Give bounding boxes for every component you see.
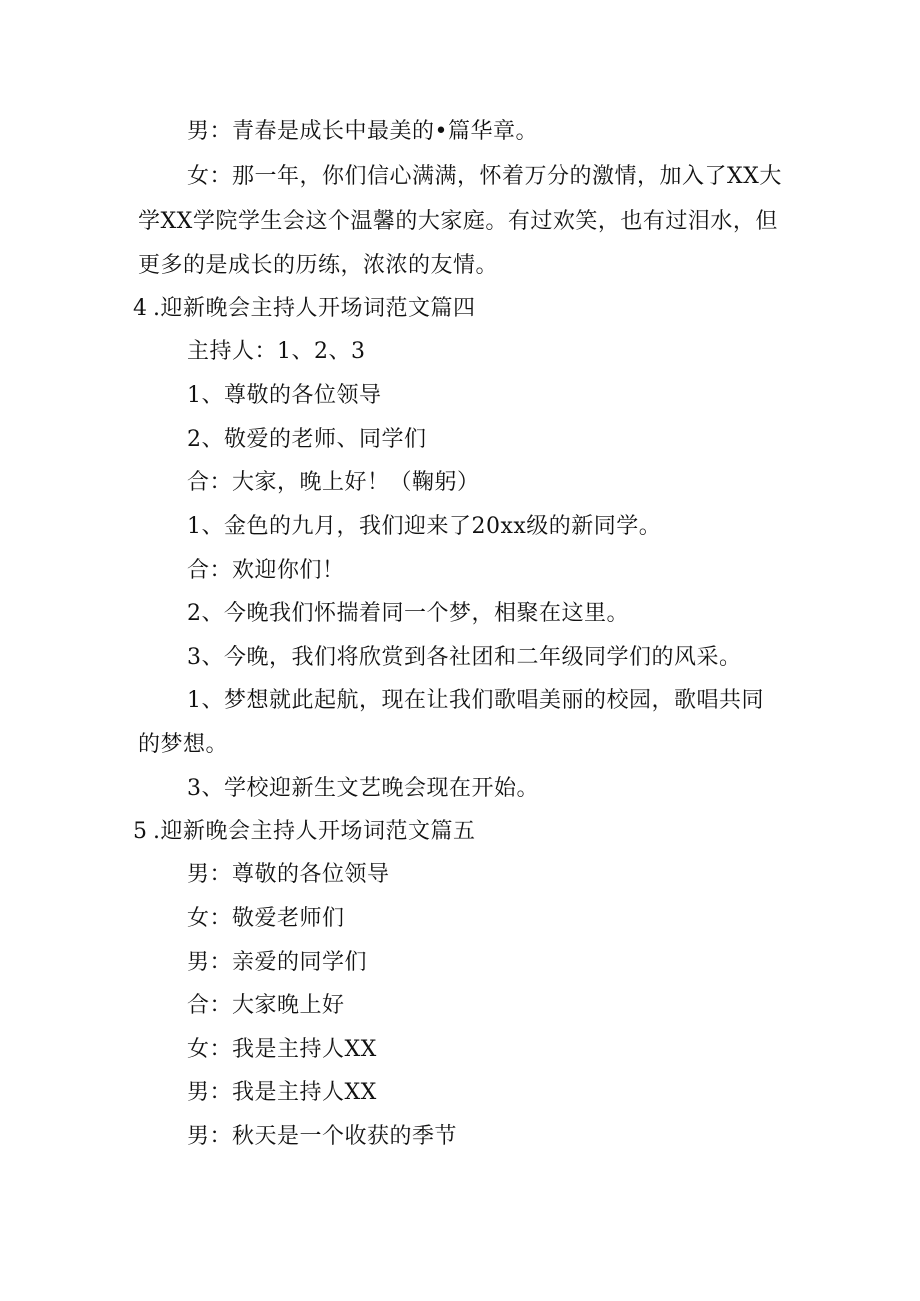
paragraph-line: 的梦想。: [138, 732, 229, 757]
paragraph-line: 合：大家，晚上好！（鞠躬）: [187, 470, 480, 495]
paragraph-line: 男：尊敬的各位领导: [187, 862, 390, 887]
paragraph-line: 3、学校迎新生文艺晚会现在开始。: [187, 776, 539, 801]
paragraph-line: 2、敬爱的老师、同学们: [187, 427, 427, 452]
paragraph-line: 男：青春是成长中最美的•篇华章。: [187, 119, 538, 144]
section-title: .迎新晚会主持人开场词范文篇四: [153, 296, 476, 321]
paragraph-line: 合：大家晚上好: [187, 993, 345, 1018]
paragraph-line: 男：亲爱的同学们: [187, 950, 368, 975]
paragraph-line: 更多的是成长的历练，浓浓的友情。: [138, 253, 499, 278]
paragraph-line: 男：秋天是一个收获的季节: [187, 1124, 458, 1149]
section-title: .迎新晚会主持人开场词范文篇五: [153, 819, 476, 844]
paragraph-line: 女：那一年，你们信心满满，怀着万分的激情，加入了XX大: [187, 164, 782, 189]
paragraph-line: 女：我是主持人XX: [187, 1037, 377, 1062]
paragraph-line: 1、金色的九月，我们迎来了20xx级的新同学。: [187, 514, 662, 539]
paragraph-line: 学XX学院学生会这个温馨的大家庭。有过欢笑，也有过泪水，但: [138, 209, 778, 234]
section-heading: [133, 817, 476, 847]
paragraph-line: 1、梦想就此起航，现在让我们歌唱美丽的校园，歌唱共同: [187, 688, 764, 713]
paragraph-line: 1、尊敬的各位领导: [187, 383, 382, 408]
paragraph-line: 3、今晚，我们将欣赏到各社团和二年级同学们的风采。: [187, 645, 742, 670]
section-number: 4: [133, 296, 148, 321]
paragraph-line: 男：我是主持人XX: [187, 1080, 377, 1105]
paragraph-line: 合：欢迎你们！: [187, 558, 345, 583]
paragraph-line: 女：敬爱老师们: [187, 906, 345, 931]
paragraph-line: 2、今晚我们怀揣着同一个梦，相聚在这里。: [187, 601, 629, 626]
section-heading: [133, 294, 476, 324]
section-number: 5: [133, 819, 148, 844]
paragraph-line: 主持人：1、2、3: [187, 339, 366, 364]
